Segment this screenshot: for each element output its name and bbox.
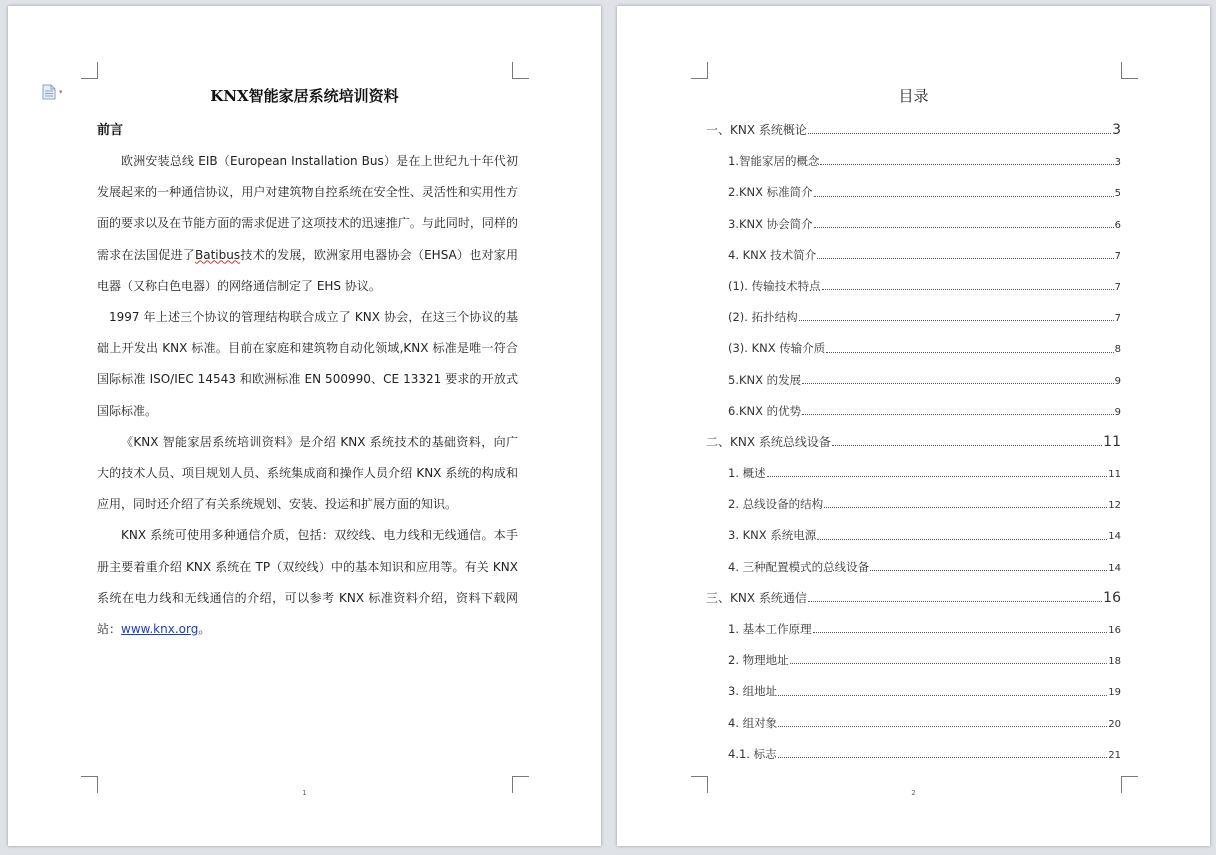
toc-title: 目录 <box>898 87 929 105</box>
toc-entry-label: 2.KNX 标准简介 <box>728 185 813 200</box>
table-of-contents <box>706 115 1121 770</box>
document-title: KNX智能家居系统培训资料 <box>210 87 399 105</box>
toc-entry-page: 20 <box>1108 718 1121 730</box>
toc-entry[interactable] <box>706 489 1121 520</box>
document-page-1 <box>8 6 601 846</box>
toc-entry-page: 12 <box>1108 500 1121 512</box>
dropdown-arrow-icon: ▾ <box>59 88 63 96</box>
toc-dot-leader <box>778 694 1107 696</box>
document-page-2 <box>617 6 1210 846</box>
toc-entry-label: 1. 概述 <box>728 466 766 481</box>
toc-entry-page: 9 <box>1114 406 1121 418</box>
toc-entry-page: 14 <box>1108 562 1121 574</box>
toc-dot-leader <box>814 195 1114 197</box>
toc-entry[interactable] <box>706 177 1121 208</box>
toc-entry-label: 2. 总线设备的结构 <box>728 497 824 512</box>
toc-entry-page: 18 <box>1108 656 1121 668</box>
toc-dot-leader <box>802 382 1113 384</box>
toc-entry-page: 6 <box>1114 219 1121 231</box>
toc-entry[interactable] <box>706 458 1121 489</box>
toc-entry[interactable] <box>706 365 1121 396</box>
toc-entry[interactable] <box>706 115 1121 146</box>
page-number: 1 <box>302 789 307 797</box>
toc-entry-label: (3). KNX 传输介质 <box>728 341 826 356</box>
toc-entry-page: 16 <box>1108 625 1121 636</box>
toc-dot-leader <box>808 132 1111 134</box>
toc-entry-label: 5.KNX 的发展 <box>728 372 802 387</box>
paragraph-4-end: 。 <box>198 622 211 637</box>
preface-body <box>97 146 518 645</box>
toc-entry-label: (2). 拓扑结构 <box>728 310 798 325</box>
toc-dot-leader <box>790 662 1108 664</box>
toc-entry-label: 3. KNX 系统电源 <box>728 528 817 543</box>
paragraph-4-text: KNX 系统可使用多种通信介质，包括：双绞线、电力线和无线通信。本手册主要着重介绍 KNX 系统在 TP（双绞线）中的基本知识和应用等。有关 KNX 系统在电力线和无线通信的介绍，可以参考 KNX 标准资料介绍，资料下载网站： <box>97 528 518 637</box>
toc-entry-page: 21 <box>1108 749 1121 761</box>
toc-entry[interactable] <box>706 676 1121 707</box>
toc-entry[interactable] <box>706 520 1121 551</box>
toc-entry-page: 8 <box>1114 344 1121 356</box>
toc-dot-leader <box>820 163 1113 165</box>
toc-entry[interactable] <box>706 240 1121 271</box>
toc-entry[interactable] <box>706 614 1121 645</box>
toc-entry-label: (1). 传输技术特点 <box>728 278 821 293</box>
margin-corner-top-left <box>81 62 98 79</box>
paragraph-3: 《KNX 智能家居系统培训资料》是介绍 KNX 系统技术的基础资料，向广大的技术人员、项目规划人员、系统集成商和操作人员介绍 KNX 系统的构成和应用，同时还介绍了有关系统规划、安装、投运和扩展方面的知识。 <box>97 434 518 512</box>
paragraph-1 <box>97 146 518 302</box>
toc-dot-leader <box>802 413 1113 415</box>
toc-entry-page: 7 <box>1114 313 1121 325</box>
toc-entry-label: 4. KNX 技术简介 <box>728 247 817 262</box>
toc-entry[interactable] <box>706 209 1121 240</box>
toc-entry-label: 4.1. 标志 <box>728 746 777 761</box>
toc-entry[interactable] <box>706 333 1121 364</box>
toc-entry-label: 4. 组对象 <box>728 715 778 730</box>
toc-entry[interactable] <box>706 708 1121 739</box>
toc-dot-leader <box>778 756 1108 758</box>
paragraph-1-text-a: 欧洲安装总线 EIB（European Installation Bus）是在上世纪九十年代初发展起来的一种通信协议，用户对建筑物自控系统在安全性、灵活性和实用性方面的要求以及在节能方面的需求促进了这项技术的迅速推广。与此同时，同样的需求在法国促进了 <box>97 154 518 262</box>
toc-entry[interactable] <box>706 302 1121 333</box>
website-link[interactable]: www.knx.org <box>121 622 199 637</box>
toc-dot-leader <box>870 569 1107 571</box>
toc-entry[interactable] <box>706 396 1121 427</box>
toc-entry-page: 7 <box>1114 250 1121 262</box>
toc-entry-label: 6.KNX 的优势 <box>728 403 802 418</box>
margin-corner-top-right <box>512 62 529 79</box>
toc-entry[interactable] <box>706 427 1121 458</box>
preface-heading: 前言 <box>97 123 124 138</box>
toc-dot-leader <box>813 631 1108 633</box>
toc-dot-leader <box>817 538 1107 540</box>
toc-entry-label: 三、KNX 系统通信 <box>706 590 807 605</box>
toc-entry-label: 3.KNX 协会简介 <box>728 216 813 231</box>
toc-entry[interactable] <box>706 552 1121 583</box>
toc-dot-leader <box>778 725 1107 727</box>
margin-corner-top-left <box>691 62 708 79</box>
toc-entry-label: 4. 三种配置模式的总线设备 <box>728 559 870 574</box>
toc-dot-leader <box>799 319 1114 321</box>
toc-dot-leader <box>817 257 1113 259</box>
toc-entry-label: 1.智能家居的概念 <box>728 154 820 169</box>
toc-entry-label: 一、KNX 系统概论 <box>706 123 807 137</box>
paragraph-4 <box>97 520 518 645</box>
toc-entry[interactable] <box>706 146 1121 177</box>
toc-entry-label: 二、KNX 系统总线设备 <box>706 434 831 449</box>
toc-entry[interactable] <box>706 583 1121 614</box>
toc-dot-leader <box>822 288 1114 290</box>
toc-entry-label: 2. 物理地址 <box>728 653 789 668</box>
spellcheck-word[interactable]: Batibus <box>195 247 241 262</box>
toc-entry-page: 14 <box>1108 531 1121 543</box>
toc-entry[interactable] <box>706 739 1121 770</box>
toc-entry-page: 11 <box>1108 469 1121 481</box>
page-number: 2 <box>911 789 916 797</box>
toc-entry[interactable] <box>706 271 1121 302</box>
toc-entry-page: 3 <box>1114 157 1121 169</box>
toc-dot-leader <box>832 444 1102 446</box>
toc-entry-page: 19 <box>1108 687 1121 699</box>
paragraph-1-text-b: 技术的发展，欧洲家用电器协会（EHSA）也对家用电器（又称白色电器）的网络通信制定了 EHS 协议。 <box>97 247 518 293</box>
margin-corner-top-right <box>1121 62 1138 79</box>
toc-entry-page: 7 <box>1114 281 1121 293</box>
toc-dot-leader <box>826 351 1113 353</box>
toc-dot-leader <box>814 226 1114 228</box>
toc-dot-leader <box>824 506 1107 508</box>
toc-dot-leader <box>767 475 1108 477</box>
toc-entry-page: 9 <box>1114 375 1121 387</box>
toc-entry-page: 11 <box>1103 433 1121 450</box>
toc-entry-page: 5 <box>1114 188 1121 200</box>
paragraph-2: 1997 年上述三个协议的管理结构联合成立了 KNX 协会，在这三个协议的基础上开发出 KNX 标准。目前在家庭和建筑物自动化领域,KNX 标准是唯一符合国际标准 ISO/IEC 14543 和欧洲标准 EN 500990、CE 13321 要求的开放式国际标准。 <box>97 310 518 418</box>
toc-entry-page: 3 <box>1112 122 1121 138</box>
toc-entry-label: 1. 基本工作原理 <box>728 622 812 636</box>
toc-entry-label: 3. 组地址 <box>728 684 778 699</box>
toc-dot-leader <box>808 600 1102 602</box>
toc-entry[interactable] <box>706 645 1121 676</box>
toc-entry-page: 16 <box>1103 589 1121 606</box>
